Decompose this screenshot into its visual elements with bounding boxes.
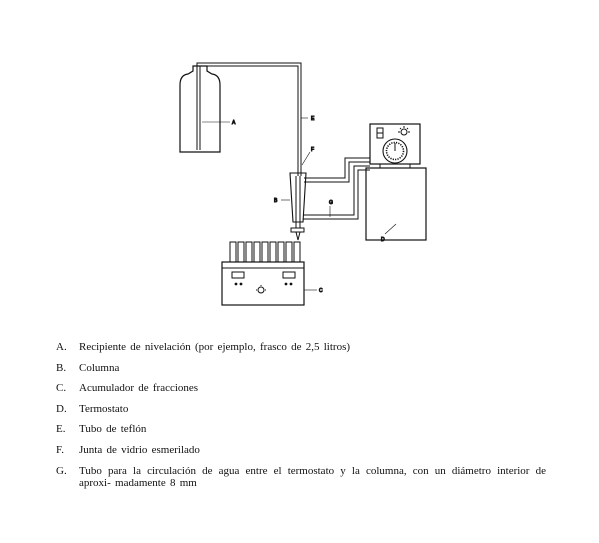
legend-text: Columna — [79, 361, 120, 374]
legend-item-c — [56, 382, 546, 394]
water-circulation-tube — [303, 158, 370, 219]
legend-item-e — [56, 423, 546, 435]
legend-text: Junta de vidrio esmerilado — [79, 443, 200, 456]
legend — [56, 341, 546, 497]
label-a: A — [232, 120, 236, 126]
legend-text: Acumulador de fracciones — [79, 382, 199, 395]
legend-text: Tubo de teflón — [79, 423, 147, 436]
legend-item-g — [56, 465, 546, 489]
legend-key: G. — [56, 464, 67, 477]
column — [281, 173, 306, 240]
legend-key: D. — [56, 402, 67, 415]
label-b: B — [274, 198, 278, 204]
legend-key: A. — [56, 341, 67, 353]
legend-item-b — [56, 362, 546, 374]
thermostat — [366, 124, 426, 240]
legend-item-d — [56, 403, 546, 415]
leveling-bottle — [180, 66, 230, 152]
legend-key: B. — [56, 361, 67, 374]
label-d: D — [381, 237, 385, 243]
legend-key: F. — [56, 443, 64, 456]
teflon-tube — [197, 63, 308, 176]
legend-item-a — [56, 341, 546, 353]
label-c: C — [319, 288, 323, 294]
legend-text: Tubo para la circulación de agua entre el termostato y la columna, con un diámetro interior de aproxi- madamente 8 mm — [79, 464, 546, 489]
legend-text: Recipiente de nivelación (por ejemplo, frasco de 2,5 litros) — [79, 341, 351, 353]
label-g: G — [329, 200, 333, 206]
fraction-collector — [222, 242, 317, 305]
label-e: E — [311, 116, 315, 122]
ground-glass-joint — [302, 152, 310, 165]
legend-text: Termostato — [79, 402, 129, 415]
legend-item-f — [56, 444, 546, 456]
label-f: F — [311, 147, 315, 153]
legend-key: E. — [56, 423, 66, 436]
legend-key: C. — [56, 382, 67, 395]
